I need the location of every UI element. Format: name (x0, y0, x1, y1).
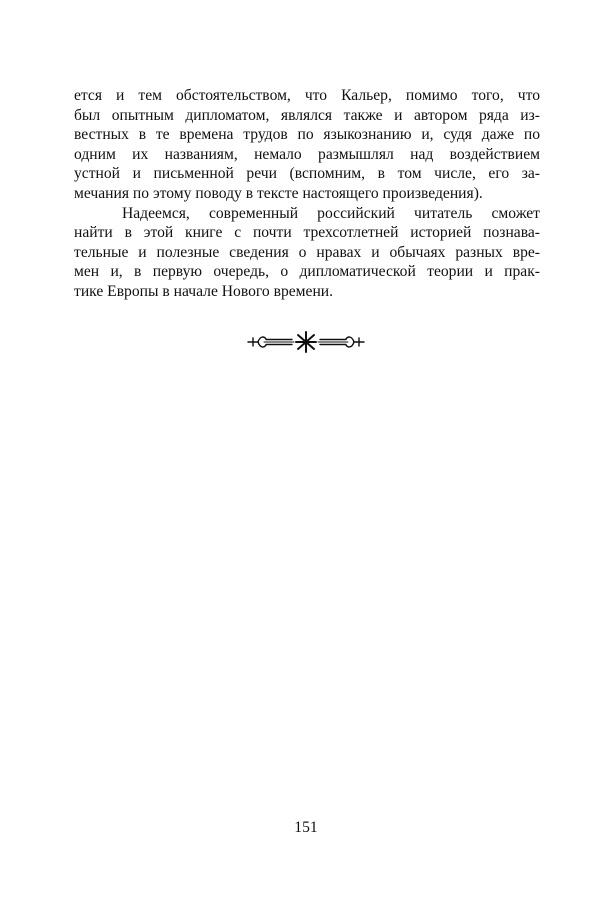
text-line: найти в этой книге с почти трехсотлетней историей познава- (74, 224, 540, 242)
paragraph-1 (74, 86, 540, 204)
body-text (74, 86, 540, 302)
fleuron-star-divider-icon (246, 330, 366, 354)
text-line: вестных в те времена трудов по языкознанию и, судя даже по (74, 126, 540, 144)
text-line: ется и тем обстоятельством, что Кальер, помимо того, что (74, 87, 540, 104)
paragraph-2 (74, 204, 540, 302)
text-line: тике Европы в начале Нового времени. (74, 282, 334, 300)
text-line: тельные и полезные сведения о нравах и обычаях разных вре- (74, 243, 540, 261)
text-line: устной и письменной речи (вспомним, в том числе, его за- (74, 165, 540, 183)
text-line: мен и, в первую очередь, о дипломатической теории и прак- (74, 263, 540, 281)
text-line: Надеемся, современный российский читатель сможет (122, 204, 540, 222)
text-line: одним их названиям, немало размышлял над воздействием (74, 145, 540, 163)
text-line: был опытным дипломатом, являлся также и автором ряда из- (74, 106, 540, 124)
page-number: 151 (294, 819, 318, 836)
text-line: мечания по этому поводу в тексте настоящего произведения). (74, 184, 483, 202)
